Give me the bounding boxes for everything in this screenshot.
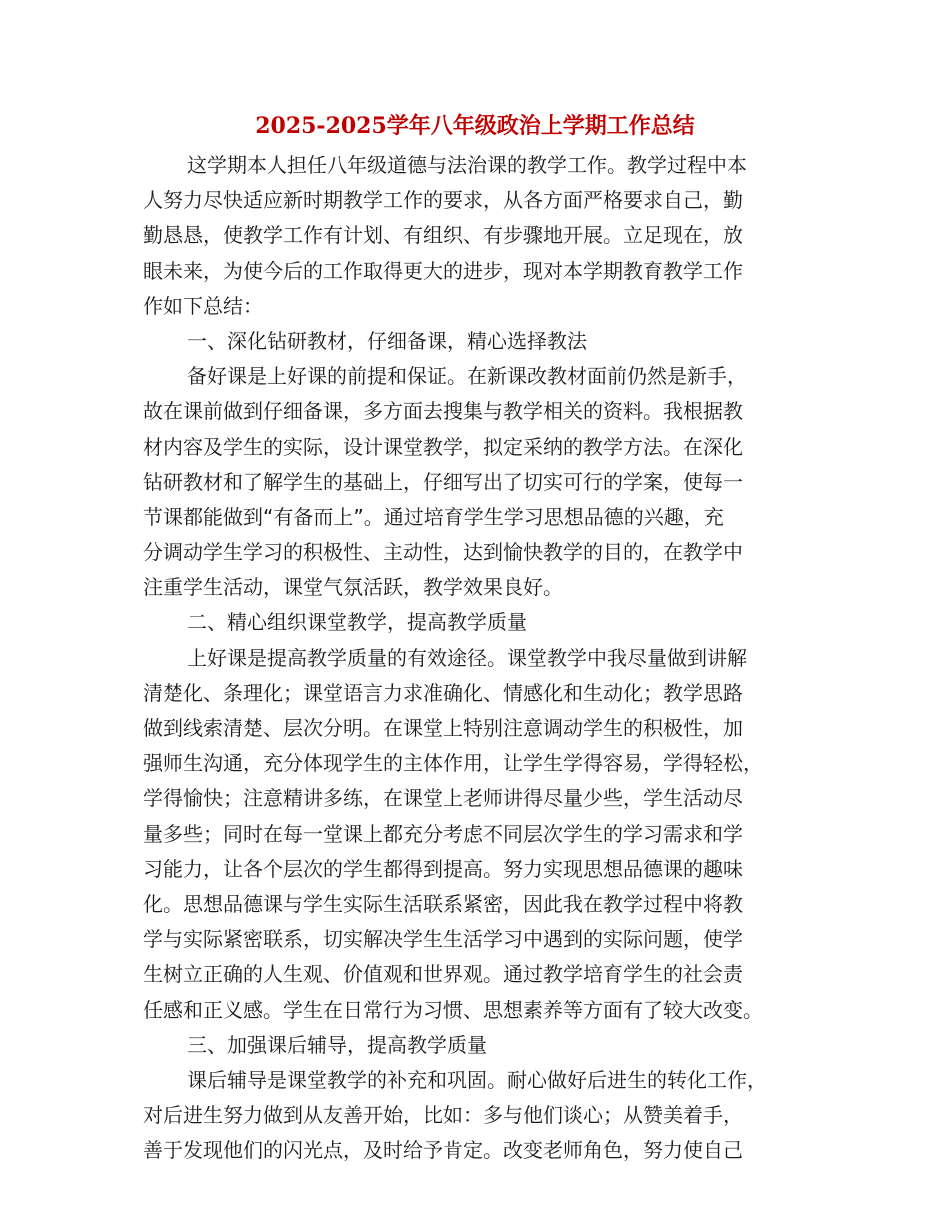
text-line: 化。思想品德课与学生实际生活联系紧密，因此我在教学过程中将教 — [143, 891, 743, 916]
text-line: 三、加强课后辅导，提高教学质量 — [187, 1032, 487, 1057]
document-title: 2025-2025学年八年级政治上学期工作总结 — [255, 113, 695, 139]
text-line: 强师生沟通，充分体现学生的主体作用，让学生学得容易，学得轻松， — [143, 751, 763, 776]
text-line: 上好课是提高教学质量的有效途径。课堂教学中我尽量做到讲解 — [187, 645, 747, 670]
text-line: 课后辅导是课堂教学的补充和巩固。耐心做好后进生的转化工作， — [187, 1067, 767, 1092]
text-line: 分调动学生学习的积极性、主动性，达到愉快教学的目的，在教学中 — [143, 540, 743, 565]
text-line: 作如下总结： — [143, 293, 263, 318]
text-line: 量多些；同时在每一堂课上都充分考虑不同层次学生的学习需求和学 — [143, 821, 743, 846]
text-line: 做到线索清楚、层次分明。在课堂上特别注意调动学生的积极性，加 — [143, 716, 743, 740]
text-line: 勤恳恳，使教学工作有计划、有组织、有步骤地开展。立足现在，放 — [143, 223, 743, 248]
text-line: 任感和正义感。学生在日常行为习惯、思想素养等方面有了较大改变。 — [143, 997, 763, 1022]
text-line: 学与实际紧密联系，切实解决学生生活学习中遇到的实际问题，使学 — [143, 927, 743, 952]
text-line: 材内容及学生的实际，设计课堂教学，拟定采纳的教学方法。在深化 — [143, 434, 743, 459]
text-line: 钻研教材和了解学生的基础上，仔细写出了切实可行的学案，使每一 — [143, 469, 743, 494]
text-line: 这学期本人担任八年级道德与法治课的教学工作。教学过程中本 — [187, 153, 747, 177]
text-line: 眼未来，为使今后的工作取得更大的进步，现对本学期教育教学工作 — [143, 258, 743, 283]
text-line: 一、深化钻研教材，仔细备课，精心选择教法 — [187, 328, 587, 353]
document-body — [143, 148, 803, 1168]
text-line: 注重学生活动，课堂气氛活跃，教学效果良好。 — [143, 575, 563, 600]
text-line: 清楚化、条理化；课堂语言力求准确化、情感化和生动化；教学思路 — [143, 680, 743, 705]
text-line: 二、精心组织课堂教学，提高教学质量 — [187, 610, 527, 635]
text-line: 故在课前做到仔细备课，多方面去搜集与教学相关的资料。我根据教 — [143, 399, 743, 424]
text-line: 学得愉快；注意精讲多练，在课堂上老师讲得尽量少些，学生活动尽 — [143, 786, 743, 811]
text-line: 习能力，让各个层次的学生都得到提高。努力实现思想品德课的趣味 — [143, 856, 743, 881]
text-line: 节课都能做到“有备而上”。通过培育学生学习思想品德的兴趣，充 — [143, 504, 724, 529]
text-line: 对后进生努力做到从友善开始，比如：多与他们谈心；从赞美着手， — [143, 1103, 743, 1128]
text-line: 生树立正确的人生观、价值观和世界观。通过教学培育学生的社会责 — [143, 962, 743, 987]
text-line: 善于发现他们的闪光点，及时给予肯定。改变老师角色，努力使自己 — [143, 1138, 743, 1163]
text-line: 备好课是上好课的前提和保证。在新课改教材面前仍然是新手， — [187, 364, 747, 389]
text-line: 人努力尽快适应新时期教学工作的要求，从各方面严格要求自己，勤 — [143, 188, 743, 213]
